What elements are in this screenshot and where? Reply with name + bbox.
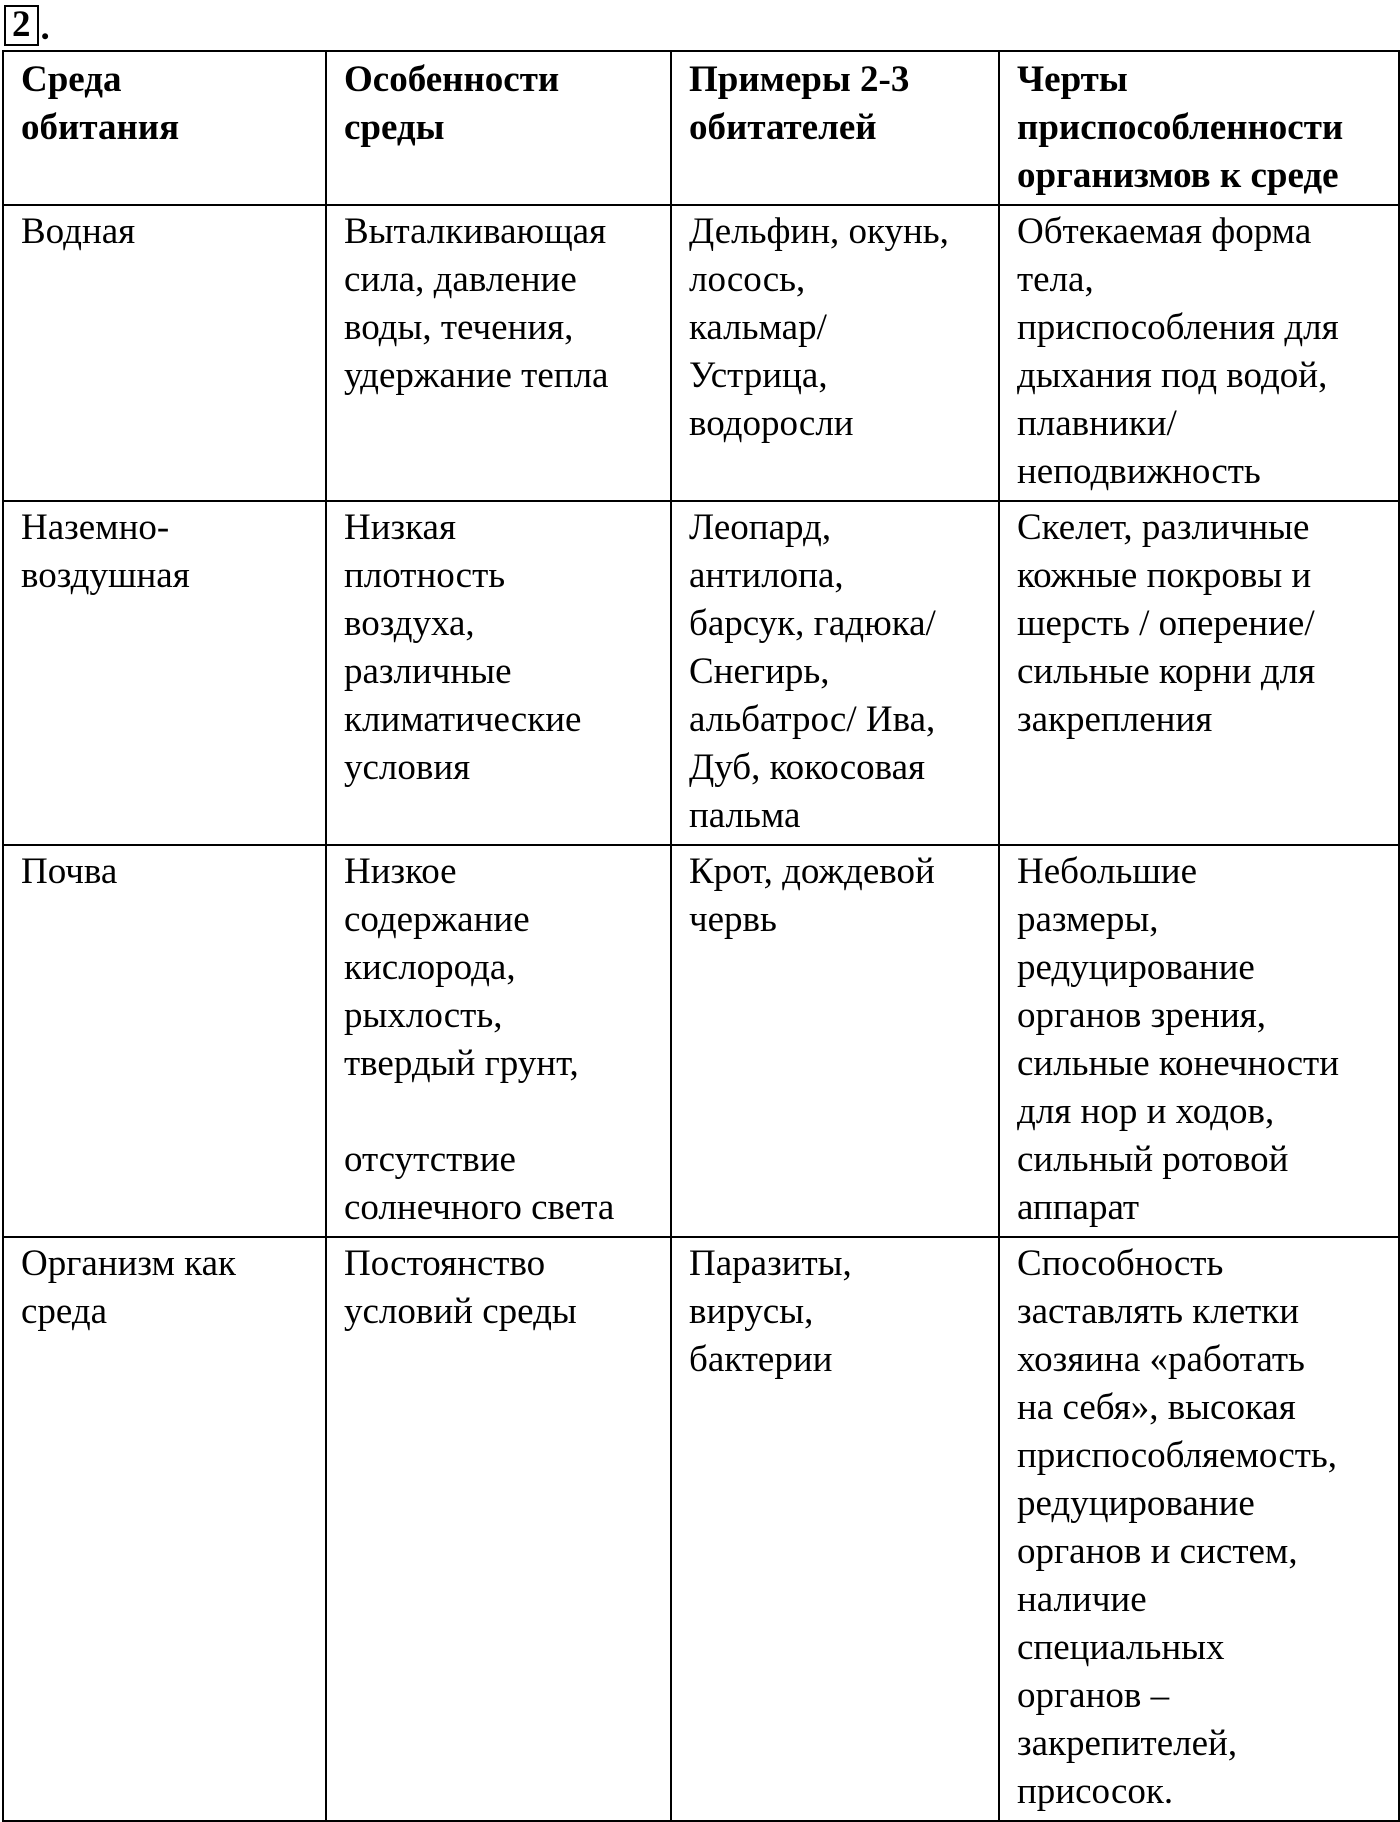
task-number — [4, 6, 50, 46]
habitat-table — [2, 50, 1400, 1822]
header-features: Особенности среды — [326, 51, 671, 205]
header-adaptations: Черты приспособленности организмов к среде — [999, 51, 1399, 205]
cell-habitat: Наземно- воздушная — [3, 501, 326, 845]
cell-habitat: Почва — [3, 845, 326, 1237]
header-habitat: Среда обитания — [3, 51, 326, 205]
cell-adaptations: Скелет, различные кожные покровы и шерсть / оперение/ сильные корни для закрепления — [999, 501, 1399, 845]
table-row — [3, 205, 1399, 501]
task-number-box: 2 — [4, 5, 39, 46]
cell-adaptations: Небольшие размеры, редуцирование органов зрения, сильные конечности для нор и ходов, сильный ротовой аппарат — [999, 845, 1399, 1237]
cell-features: Низкая плотность воздуха, различные климатические условия — [326, 501, 671, 845]
header-examples: Примеры 2-3 обитателей — [671, 51, 999, 205]
cell-examples: Леопард, антилопа, барсук, гадюка/ Снегирь, альбатрос/ Ива, Дуб, кокосовая пальма — [671, 501, 999, 845]
cell-features: Постоянство условий среды — [326, 1237, 671, 1821]
task-number-dot: . — [40, 7, 50, 48]
cell-examples: Крот, дождевой червь — [671, 845, 999, 1237]
table-header-row — [3, 51, 1399, 205]
cell-examples: Паразиты, вирусы, бактерии — [671, 1237, 999, 1821]
cell-adaptations: Способность заставлять клетки хозяина «работать на себя», высокая приспособляемость, редуцирование органов и систем, наличие специальных органов – закрепителей, присосок. — [999, 1237, 1399, 1821]
cell-habitat: Организм как среда — [3, 1237, 326, 1821]
cell-features: Низкое содержание кислорода, рыхлость, твердый грунт, отсутствие солнечного света — [326, 845, 671, 1237]
cell-habitat: Водная — [3, 205, 326, 501]
table-row — [3, 1237, 1399, 1821]
cell-examples: Дельфин, окунь, лосось, кальмар/ Устрица, водоросли — [671, 205, 999, 501]
cell-adaptations: Обтекаемая форма тела, приспособления для дыхания под водой, плавники/ неподвижность — [999, 205, 1399, 501]
table-row — [3, 845, 1399, 1237]
cell-features: Выталкивающая сила, давление воды, течения, удержание тепла — [326, 205, 671, 501]
table-row — [3, 501, 1399, 845]
